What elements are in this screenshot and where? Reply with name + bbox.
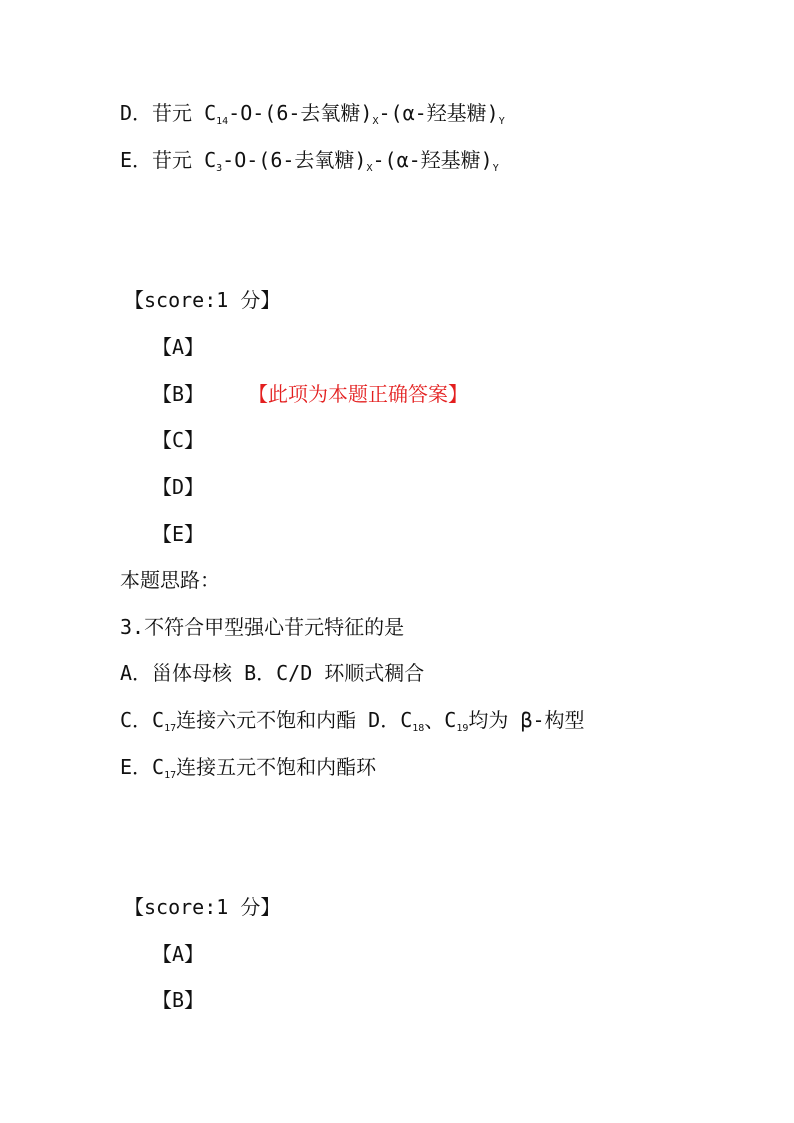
q3-option-e-text-2: 连接五元不饱和内酯环 [176, 755, 377, 779]
q2-option-d [120, 99, 505, 136]
q3-option-d-text: 均为 β-构型 [468, 708, 585, 732]
q3-option-d-sep: 、C [424, 708, 457, 732]
q2-option-e [120, 146, 499, 183]
q2-option-e-sub-y: Y [492, 163, 499, 174]
q2-score: 【score:1 分】 [124, 288, 281, 312]
q3-score: 【score:1 分】 [124, 895, 281, 919]
q3-option-e-sub: 17 [164, 770, 177, 781]
q2-answer-a[interactable]: 【A】 [152, 335, 205, 359]
q3-answer-b[interactable]: 【B】 [152, 988, 205, 1012]
q2-explanation-label: 本题思路： [120, 568, 220, 592]
q2-option-e-text-3: -(α-羟基糖) [372, 148, 493, 172]
q2-option-e-sub: 3 [216, 163, 223, 174]
q2-option-d-text-3: -(α-羟基糖) [378, 101, 499, 125]
q3-option-d-sub-1: 18 [412, 723, 425, 734]
q2-option-d-sub-y: Y [498, 116, 505, 127]
q2-answer-e[interactable]: 【E】 [152, 522, 205, 546]
q2-answer-b[interactable]: 【B】 [152, 382, 205, 406]
q3-option-d-sub-2: 19 [456, 723, 469, 734]
q2-answer-c[interactable]: 【C】 [152, 428, 205, 452]
q3-option-ab: A．甾体母核 B．C/D 环顺式稠合 [120, 661, 425, 685]
q3-option-cd [120, 706, 585, 743]
q3-option-c-sub: 17 [164, 723, 177, 734]
q2-option-d-text: D．苷元 C [120, 101, 217, 125]
q2-option-d-sub: 14 [216, 116, 229, 127]
q3-stem: 3.不符合甲型强心苷元特征的是 [120, 615, 405, 639]
q2-option-e-text: E．苷元 C [120, 148, 217, 172]
q2-answer-b-row [152, 380, 468, 408]
q2-option-d-text-2: -O-(6-去氧糖) [228, 101, 373, 125]
q2-option-d-sub-x: X [372, 116, 379, 127]
q3-option-e [120, 753, 376, 790]
q2-answer-d[interactable]: 【D】 [152, 475, 205, 499]
q3-option-e-text: E．C [120, 755, 165, 779]
q2-option-e-text-2: -O-(6-去氧糖) [222, 148, 367, 172]
correct-answer-marker: 【此项为本题正确答案】 [248, 382, 469, 406]
q3-option-c-text-2: 连接六元不饱和内酯 D．C [176, 708, 413, 732]
q2-option-e-sub-x: X [366, 163, 373, 174]
q3-answer-a[interactable]: 【A】 [152, 942, 205, 966]
q3-option-c-text: C．C [120, 708, 165, 732]
